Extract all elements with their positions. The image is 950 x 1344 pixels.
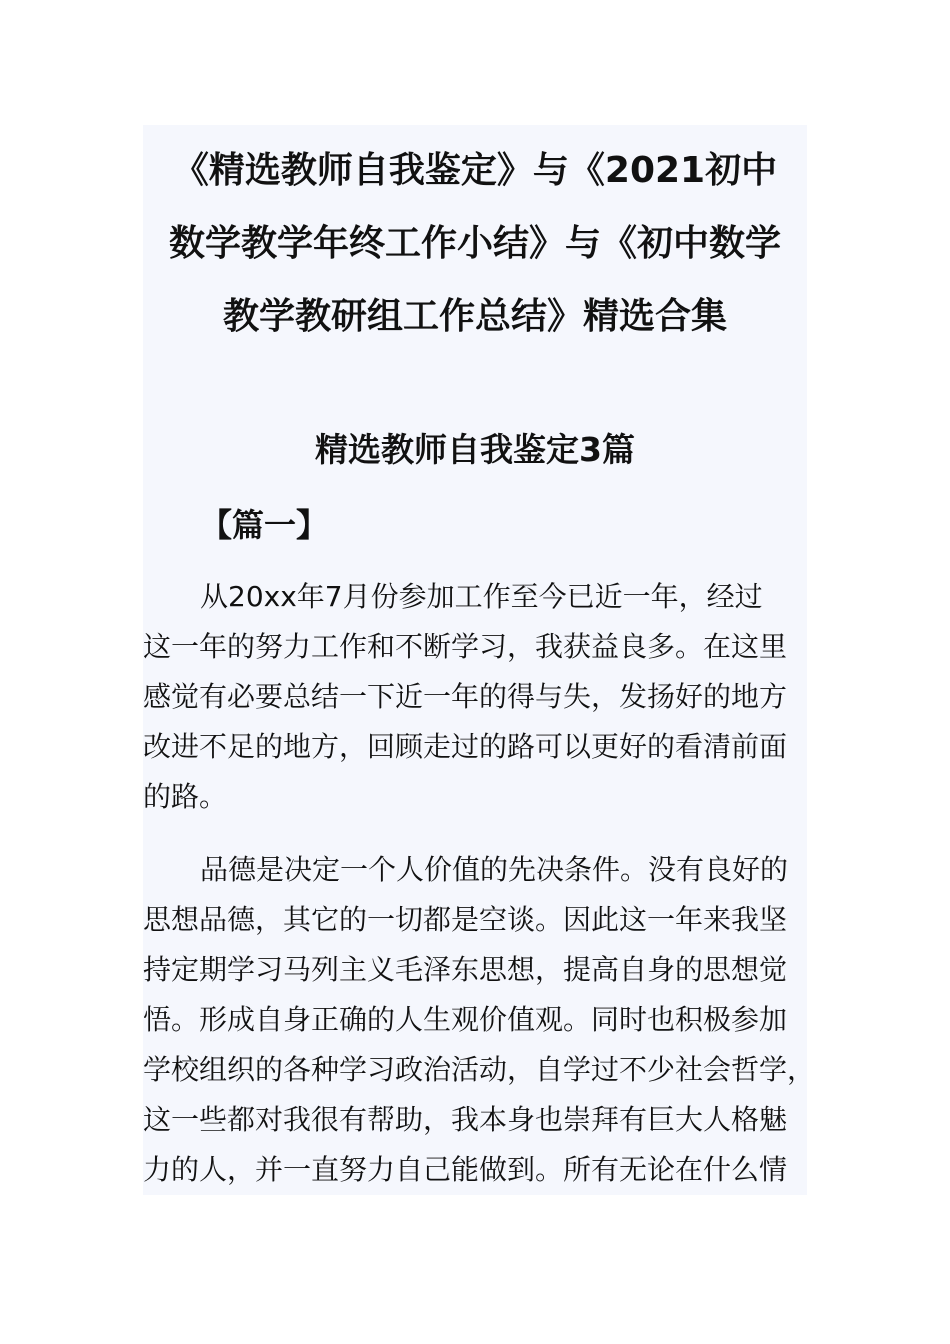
paragraph-line: 感觉有必要总结一下近一年的得与失，发扬好的地方 <box>143 680 788 713</box>
paragraph-line: 品德是决定一个人价值的先决条件。没有良好的 <box>200 853 789 886</box>
paragraph-line: 从20xx年7月份参加工作至今已近一年，经过 <box>200 580 763 613</box>
paragraph-line: 改进不足的地方，回顾走过的路可以更好的看清前面 <box>143 730 788 763</box>
sub-heading: 【篇一】 <box>200 506 329 544</box>
paragraph-line: 这一些都对我很有帮助，我本身也崇拜有巨大人格魅 <box>143 1103 788 1136</box>
paragraph-line: 思想品德，其它的一切都是空谈。因此这一年来我坚 <box>143 903 788 936</box>
paragraph-line: 这一年的努力工作和不断学习，我获益良多。在这里 <box>143 630 788 663</box>
document-title-line: 数学教学年终工作小结》与《初中数学 <box>168 223 781 264</box>
section-title: 精选教师自我鉴定3篇 <box>315 430 635 469</box>
paragraph-line: 悟。形成自身正确的人生观价值观。同时也积极参加 <box>143 1003 788 1036</box>
paragraph <box>143 845 843 1195</box>
paragraph <box>143 572 843 822</box>
document-title-line: 教学教研组工作总结》精选合集 <box>222 296 727 337</box>
document-title-line: 《精选教师自我鉴定》与《2021初中 <box>172 150 778 191</box>
paragraph-line: 持定期学习马列主义毛泽东思想，提高自身的思想觉 <box>143 953 788 986</box>
paragraph-line: 学校组织的各种学习政治活动，自学过不少社会哲学， <box>143 1053 816 1086</box>
paragraph-line: 力的人，并一直努力自己能做到。所有无论在什么情 <box>143 1153 788 1186</box>
paragraph-line: 的路。 <box>143 780 228 813</box>
document-title <box>143 134 807 353</box>
